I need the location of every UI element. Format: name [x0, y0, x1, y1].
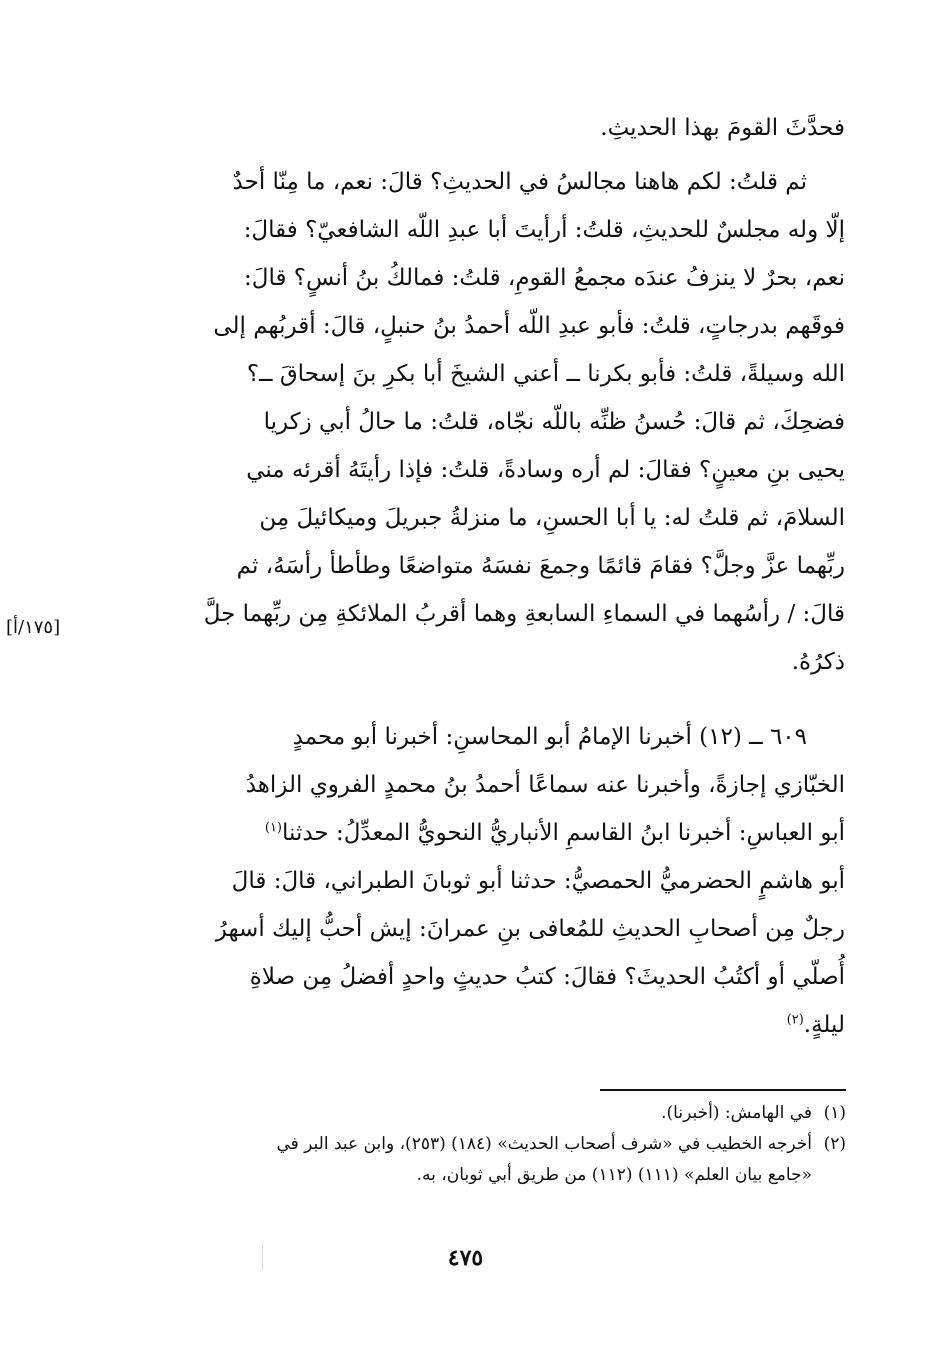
text-line: السلامَ، ثم قلتُ له: يا أبا الحسنِ، ما منزلةُ جبريلَ وميكائيلَ مِن [259, 505, 845, 531]
main-paragraph [140, 158, 845, 686]
text-line: إلّا وله مجلسٌ للحديثِ، قلتُ: أرأيتَ أبا عبدِ اللّه الشافعيّ؟ فقالَ: [243, 217, 845, 243]
text-line [140, 1001, 845, 1049]
text-segment: أبو العباسِ: أخبرنا ابنُ القاسمِ الأنباريُّ النحويُّ المعدِّلُ: حدثنا [282, 820, 845, 846]
footnotes [130, 1098, 846, 1191]
footnote-1 [130, 1098, 846, 1129]
text-line [140, 809, 845, 857]
page-number: ٤٧٥ [447, 1245, 484, 1271]
text-line: فضحِكَ، ثم قالَ: حُسنُ ظنِّه باللّه نجّاه، قلتُ: ما حالُ أبي زكريا [263, 409, 845, 435]
text-line: أُصلّي أو أكتُبُ الحديثَ؟ فقالَ: كتبُ حديثٍ واحدٍ أفضلُ مِن صلاةِ [249, 964, 845, 990]
text-line: قالَ: / رأسُهما في السماءِ السابعةِ وهما أقربُ الملائكةِ مِن ربِّهما جلَّ [203, 601, 845, 627]
footnote-divider [600, 1089, 846, 1091]
text-line: رجلٌ مِن أصحابِ الحديثِ للمُعافى بنِ عمرانَ: إيش أحبُّ إليك أسهرُ [215, 916, 845, 942]
text-line: الله وسيلةً، قلتُ: فأبو بكرنا ــ أعني الشيخَ أبا بكرِ بنَ إسحاقَ ــ؟ [246, 361, 845, 387]
footnote-ref-1: (١) [264, 820, 282, 836]
footnote-2 [130, 1129, 846, 1160]
footnote-2-continued: «جامع بيان العلم» (١١١) (١١٢) من طريق أبي ثوبان، به. [416, 1165, 812, 1185]
manuscript-folio-marker: [١٧٥/أ] [6, 617, 61, 638]
text-line: يحيى بنِ معينٍ؟ فقالَ: لم أره وسادةً، قلتُ: فإذا رأيتَهُ أقرئه مني [246, 457, 845, 483]
text-line: أبو هاشمٍ الحضرميُّ الحمصيُّ: حدثنا أبو ثوبانَ الطبراني، قالَ: قالَ [231, 868, 845, 894]
text-line: ربِّهما عزَّ وجلَّ؟ فقامَ قائمًا وجمعَ نفسَهُ متواضعًا وطأطأ رأسَهُ، ثم [236, 553, 845, 579]
text-line: ٦٠٩ ــ (١٢) أخبرنا الإمامُ أبو المحاسنِ: أخبرنا أبو محمدٍ [292, 724, 807, 750]
text-line: فحدَّثَ القومَ بهذا الحديثِ. [600, 115, 845, 141]
footnote-text: أخرجه الخطيب في «شرف أصحاب الحديث» (١٨٤) (٢٥٣)، وابن عبد البر في [276, 1134, 812, 1154]
text-segment: ليلةٍ. [803, 1012, 845, 1038]
text-line: نعم، بحرٌ لا ينزفُ عندَه مجمعُ القومِ، قلتُ: فمالكُ بنُ أنسٍ؟ قالَ: [244, 265, 845, 291]
text-line: ذكرُهُ. [791, 649, 845, 675]
footnote-text: في الهامش: (أخبرنا). [661, 1103, 812, 1123]
text-line: ثم قلتُ: لكم هاهنا مجالسُ في الحديثِ؟ قالَ: نعم، ما مِنّا أحدٌ [232, 169, 807, 195]
footnote-number: (١) [823, 1103, 846, 1123]
text-line: فوقَهم بدرجاتٍ، قلتُ: فأبو عبدِ اللّه أحمدُ بنُ حنبلٍ، قالَ: أقربُهم إلى [213, 313, 845, 339]
text-line: الخبّازي إجازةً، وأخبرنا عنه سماعًا أحمدُ بنُ محمدٍ الفروي الزاهدُ [245, 772, 845, 798]
footnote-ref-2: (٢) [786, 1012, 804, 1028]
intro-paragraph [140, 104, 845, 152]
hadith-609-paragraph [140, 713, 845, 1049]
footnote-number: (٢) [823, 1134, 846, 1154]
